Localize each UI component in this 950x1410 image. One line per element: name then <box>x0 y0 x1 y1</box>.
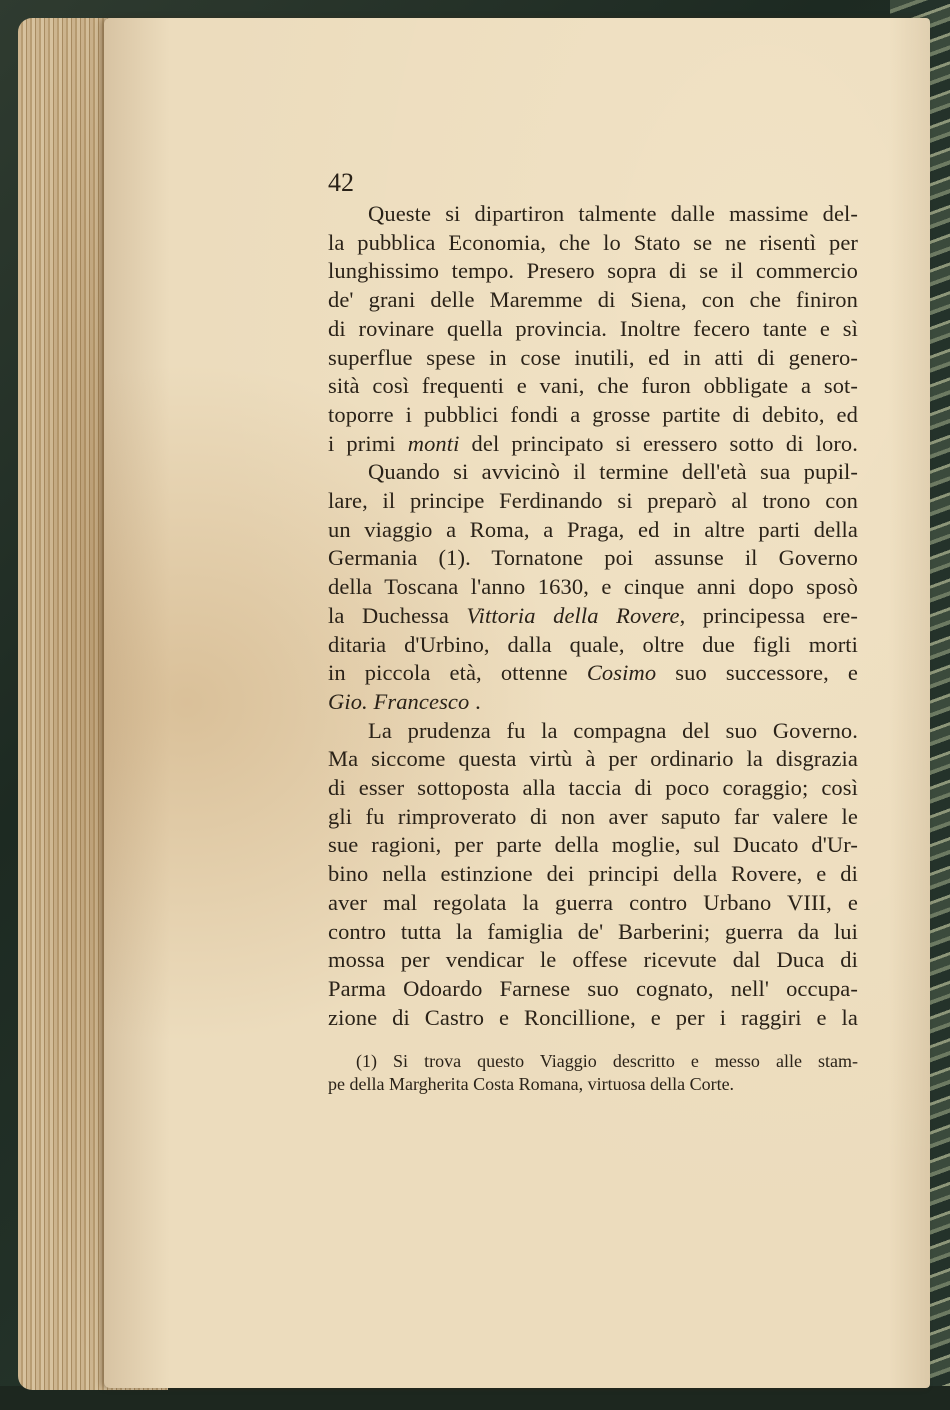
italic-name: Vittoria della Rovere <box>466 602 680 628</box>
text-line: bino nella estinzione dei principi della Rovere, e di <box>328 861 858 887</box>
text-run: i primi <box>328 430 408 456</box>
text-run: del principato si eressero sotto di loro. <box>459 430 858 456</box>
text-line: toporre i pubblici fondi a grosse partite di debito, ed <box>328 401 858 427</box>
text-line: Parma Odoardo Farnese suo cognato, nell' occupa- <box>328 975 858 1001</box>
paragraph-3 <box>222 717 862 1033</box>
text-run: , principessa ere- <box>679 602 858 628</box>
italic-name: Cosimo <box>586 660 657 686</box>
text-line <box>328 688 858 717</box>
text-line: Quando si avvicinò il termine dell'età sua pupil- <box>368 459 858 485</box>
text-run: in piccola età, ottenne <box>328 660 587 686</box>
text-line: un viaggio a Roma, a Praga, ed in altre parti della <box>328 516 858 542</box>
text-line: mossa per vendicar le offese ricevute dal Duca di <box>328 947 858 973</box>
text-line: de' grani delle Maremme di Siena, con che finiron <box>328 287 858 313</box>
paragraph-1 <box>222 200 862 458</box>
text-line: lunghissimo tempo. Presero sopra di se il commercio <box>328 258 858 284</box>
footnote-line: (1) Si trova questo Viaggio descritto e messo alle stam- <box>356 1051 858 1072</box>
text-run: . <box>475 688 481 714</box>
text-line <box>328 602 858 631</box>
text-line: la pubblica Economia, che lo Stato se ne risentì per <box>328 229 858 255</box>
text-line: Queste si dipartiron talmente dalle massime del- <box>368 201 858 226</box>
page-number: 42 <box>328 168 354 197</box>
italic-name: Gio. Francesco <box>328 688 470 714</box>
paragraph-2 <box>222 458 862 716</box>
text-line: sità così frequenti e vani, che furon obbligate a sot- <box>328 373 858 399</box>
text-line: La prudenza fu la compagna del suo Governo. <box>368 717 858 743</box>
text-line: zione di Castro e Roncillione, e per i raggiri e la <box>328 1004 858 1030</box>
text-line <box>328 659 858 688</box>
text-line: di esser sottoposta alla taccia di poco coraggio; così <box>328 775 858 801</box>
text-line: Germania (1). Tornatone poi assunse il Governo <box>328 545 858 571</box>
text-line: della Toscana l'anno 1630, e cinque anni dopo sposò <box>328 574 858 600</box>
italic-term: monti <box>407 430 460 456</box>
text-run: la Duchessa <box>328 602 467 628</box>
text-line: aver mal regolata la guerra contro Urbano VIII, e <box>328 889 858 915</box>
text-line: sue ragioni, per parte della moglie, sul Ducato d'Ur- <box>328 832 858 858</box>
text-line: contro tutta la famiglia de' Barberini; guerra da lui <box>328 918 858 944</box>
text-line: superflue spese in cose inutili, ed in atti di genero- <box>328 344 858 370</box>
footnote-line: pe della Margherita Costa Romana, virtuosa della Corte. <box>328 1074 735 1095</box>
page-text <box>222 168 862 1096</box>
text-line <box>328 430 858 459</box>
text-run: suo successore, e <box>656 660 858 686</box>
text-line: ditaria d'Urbino, dalla quale, oltre due figli morti <box>328 631 858 657</box>
text-line: lare, il principe Ferdinando si preparò al trono con <box>328 488 858 514</box>
text-line: gli fu rimproverato di non aver saputo far valere le <box>328 803 858 829</box>
text-line: Ma siccome questa virtù à per ordinario la disgrazia <box>328 746 858 772</box>
footnote <box>328 1050 858 1096</box>
text-line: di rovinare quella provincia. Inoltre fecero tante e sì <box>328 315 858 341</box>
